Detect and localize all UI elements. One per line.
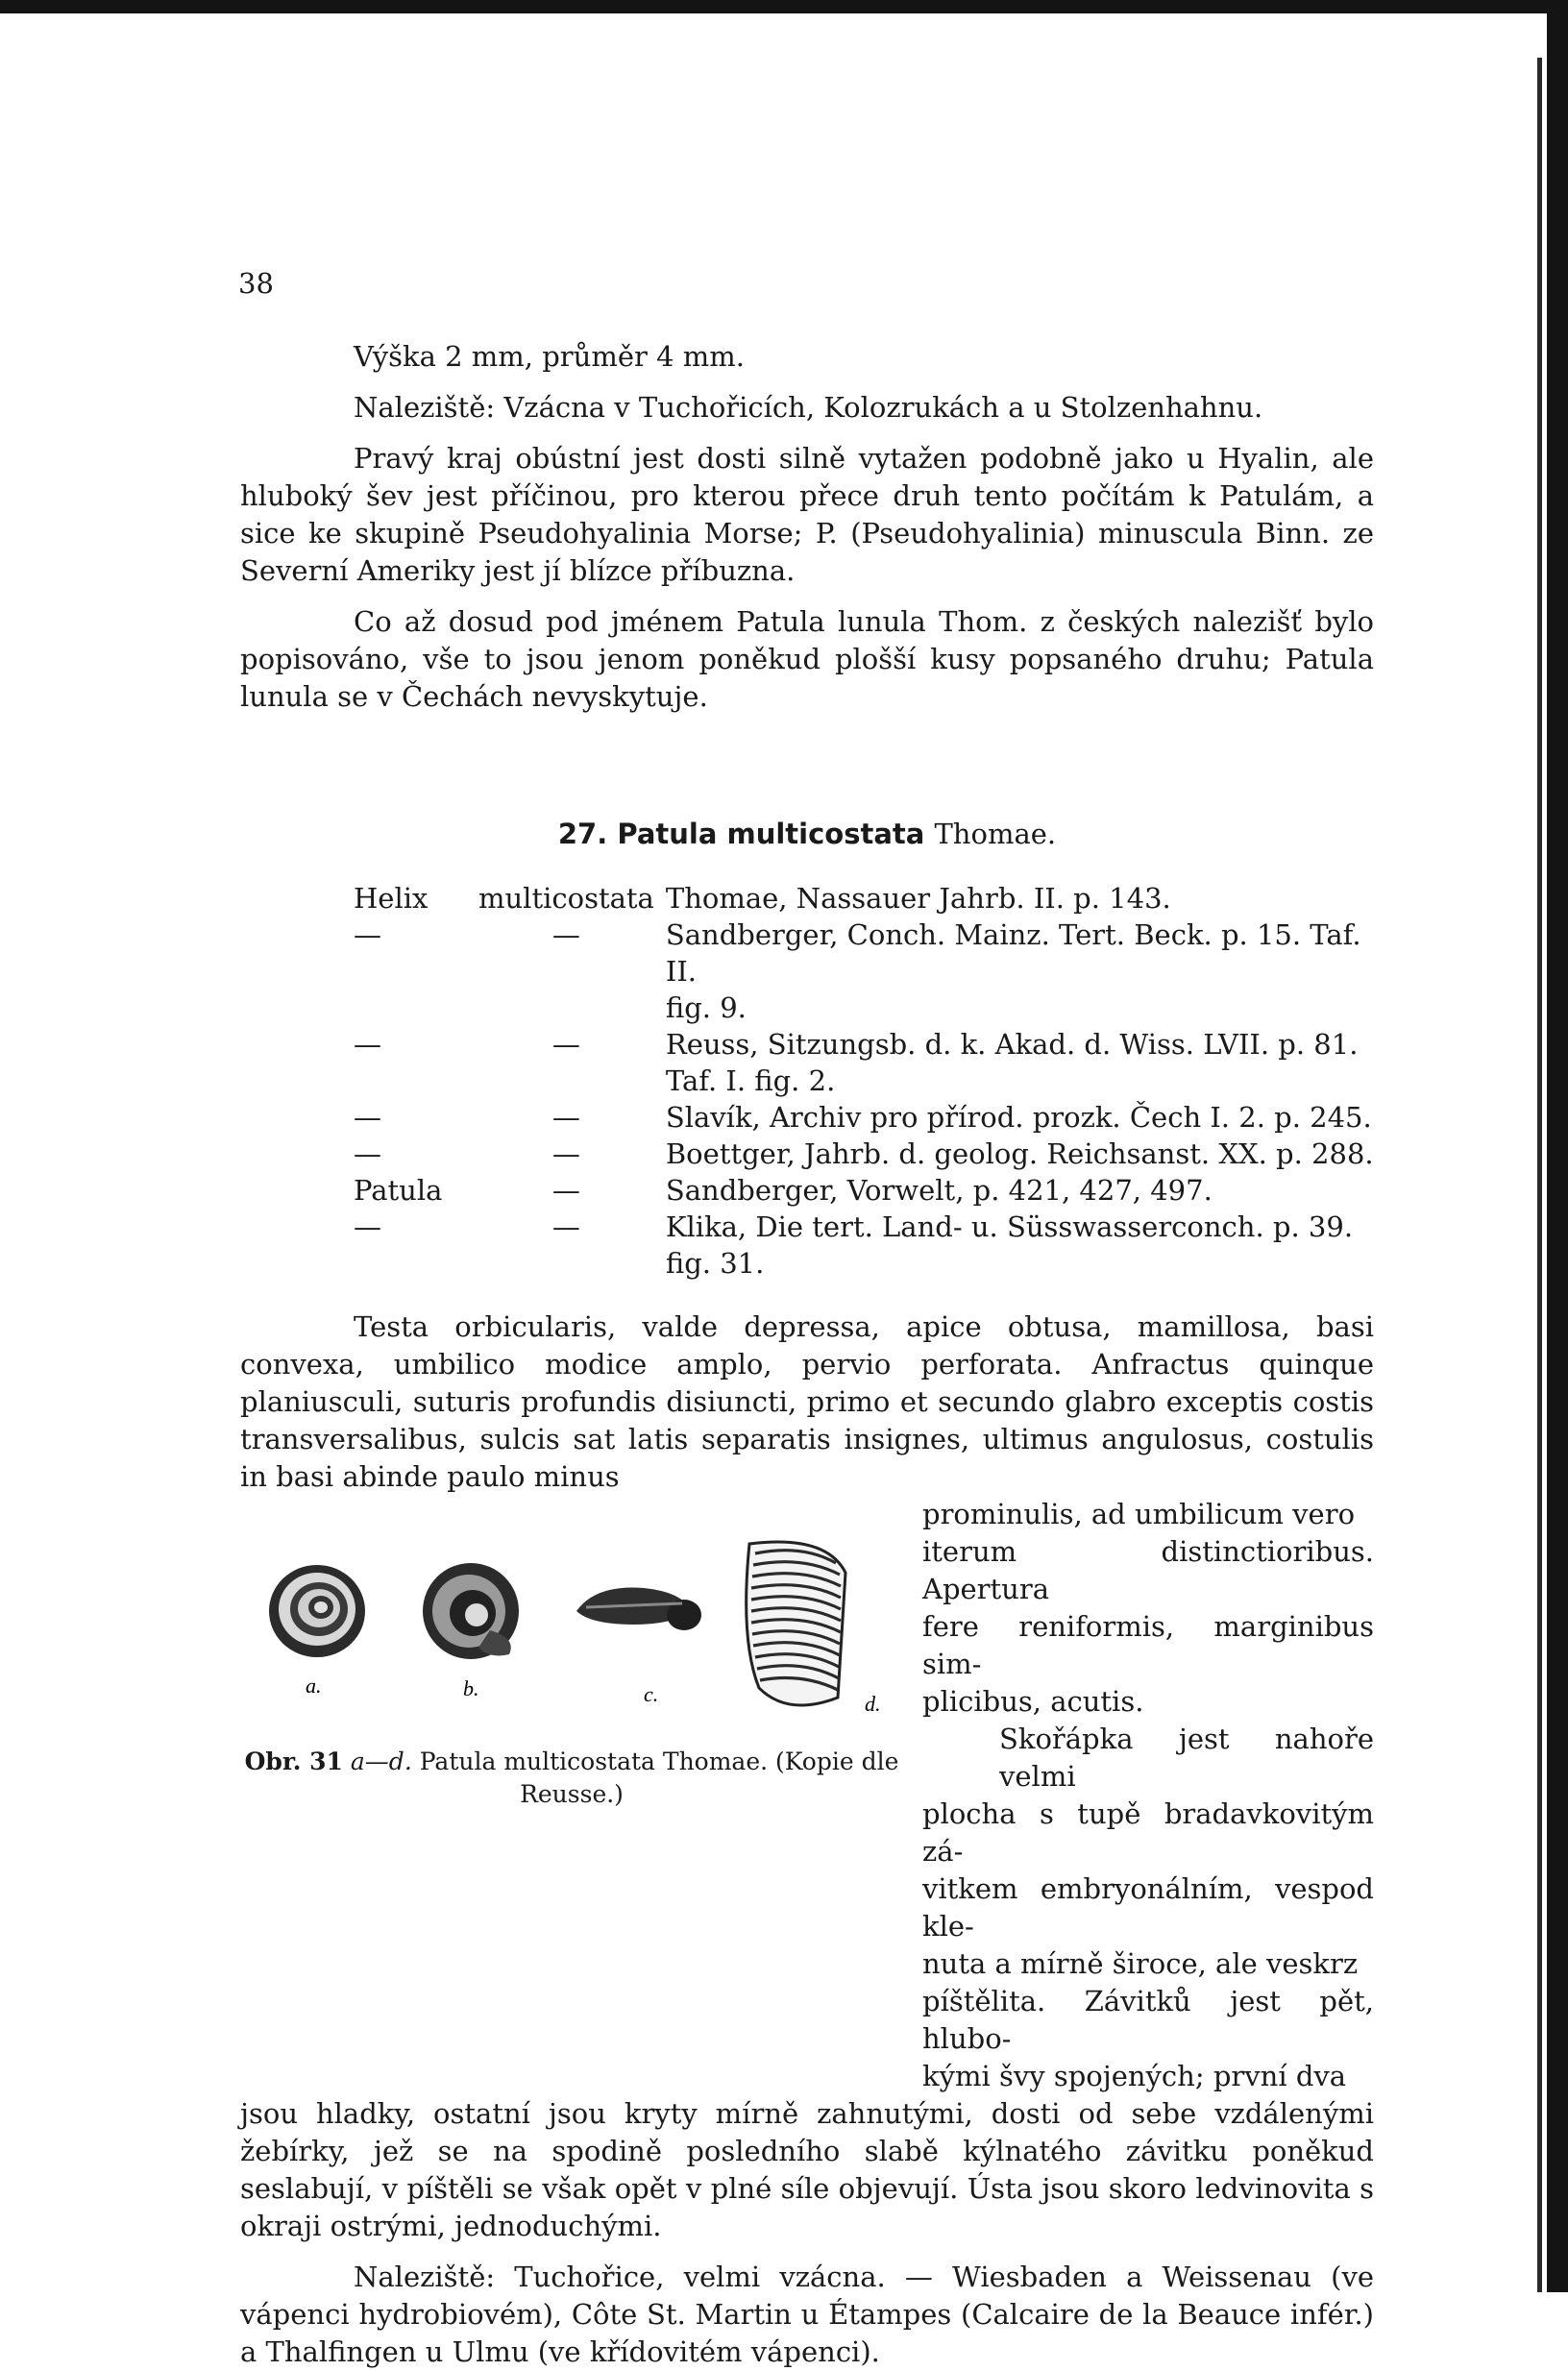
page-number: 38 [238, 267, 274, 300]
species-heading-author: Thomae. [934, 818, 1057, 850]
caption-text: Patula multicostata Thomae. (Kopie dle Reusse.) [419, 1748, 899, 1808]
synonymy-row [240, 880, 1374, 917]
synonymy-genus: — [354, 918, 381, 951]
shell-b-image [423, 1563, 519, 1659]
scan-edge-line [1537, 58, 1542, 2292]
shell-d-image [747, 1542, 845, 1705]
side-line: nuta a mírně široce, ale veskrz [922, 1947, 1359, 1980]
synonymy-row [240, 990, 1374, 1026]
synonymy-table [240, 880, 1374, 1282]
synonymy-species [478, 1063, 654, 1099]
synonymy-species [478, 990, 654, 1026]
side-line: Skořápka jest nahoře velmi [999, 1723, 1374, 1793]
synonymy-genus: Helix [354, 882, 429, 915]
fig-label-b: b. [463, 1676, 479, 1700]
synonymy-genus [240, 990, 478, 1026]
locality-line: Naleziště: Vzácna v Tuchořicích, Kolozrukách a u Stolzenhahnu. [354, 391, 1263, 424]
side-line: plicibus, acutis. [922, 1685, 1144, 1718]
synonymy-reference: Sandberger, Vorwelt, p. 421, 427, 497. [665, 1174, 1213, 1207]
latin-diagnosis: Testa orbicularis, valde depressa, apice obtusa, mamillosa, basi convexa, umbilico modice amplo, pervio perforata. Anfractus quinque planiusculi, suturis profundis disiuncti, primo et secundo glabro exceptis costis transversalibus, sulcis sat latis separatis insignes, ultimus angulosus, costulis in basi abinde paulo minus [240, 1310, 1374, 1493]
side-line: iterum distinctioribus. Apertura [922, 1535, 1374, 1605]
synonymy-reference: fig. 9. [665, 991, 747, 1024]
paragraph-locality-final: Naleziště: Tuchořice, velmi vzácna. — Wiesbaden a Weissenau (ve vápenci hydrobiovém), Côte St. Martin u Étampes (Calcaire de la Beauce infér.) a Thalfingen u Ulmu (ve křídovitém vápenci). [240, 2261, 1374, 2368]
synonymy-reference: Thomae, Nassauer Jahrb. II. p. 143. [665, 882, 1171, 915]
fig-label-d: d. [865, 1692, 881, 1716]
paragraph-lunula: Co až dosud pod jménem Patula lunula Thom. z českých nalezišť bylo popisováno, vše to jsou jenom poněkud plošší kusy popsaného druhu; Patula lunula se v Čechách nevyskytuje. [240, 605, 1374, 713]
synonymy-genus: — [354, 1210, 381, 1243]
synonymy-species: multicostata [478, 882, 654, 915]
species-heading [240, 816, 1374, 853]
synonymy-reference: Taf. I. fig. 2. [665, 1064, 836, 1097]
synonymy-row [240, 1099, 1374, 1136]
synonymy-reference: Sandberger, Conch. Mainz. Tert. Beck. p. 15. Taf. II. [665, 918, 1361, 988]
caption-prefix: Obr. 31 [244, 1748, 343, 1775]
side-line: kými švy spojených; první dva [922, 2060, 1347, 2092]
synonymy-row [240, 1063, 1374, 1099]
shell-illustrations [250, 1525, 913, 1736]
synonymy-reference: Boettger, Jahrb. d. geolog. Reichsanst. XX. p. 288. [665, 1137, 1374, 1170]
synonymy-row [240, 1172, 1374, 1209]
paragraph-continuation: jsou hladky, ostatní jsou kryty mírně zahnutými, dosti od sebe vzdálenými žebírky, jež se na spodině posledního slabě kýlnatého závitku poněkud seslabují, v píštěli se však opět v plné síle objevují. Ústa jsou skoro ledvinovita s okraji ostrými, jednoduchými. [240, 2097, 1374, 2242]
fig-label-a: a. [306, 1674, 322, 1698]
side-line: prominulis, ad umbilicum vero [922, 1498, 1356, 1530]
paragraph-pravy-kraj: Pravý kraj obústní jest dosti silně vytažen podobně jako u Hyalin, ale hluboký šev jest příčinou, pro kterou přece druh tento počítám k Patulám, a sice ke skupině Pseudohyalinia Morse; P. (Pseudohyalinia) minuscula Binn. ze Severní Ameriky jest jí blízce příbuzna. [240, 442, 1374, 587]
shell-c-image [576, 1588, 701, 1631]
synonymy-row [240, 1026, 1374, 1063]
synonymy-row [240, 917, 1374, 990]
page-body [240, 338, 1374, 2371]
side-line: vitkem embryonálním, vespod kle- [922, 1872, 1374, 1943]
synonymy-reference: Klika, Die tert. Land- u. Süsswasserconch. p. 39. fig. 31. [665, 1210, 1354, 1280]
synonymy-species: — [551, 1028, 580, 1061]
scan-edge-right [1547, 0, 1568, 2292]
synonymy-reference: Reuss, Sitzungsb. d. k. Akad. d. Wiss. LVII. p. 81. [665, 1028, 1359, 1061]
synonymy-species: — [551, 1210, 580, 1243]
species-heading-name: 27. Patula multicostata [557, 818, 925, 850]
synonymy-genus: — [354, 1101, 381, 1134]
caption-range: a—d. [350, 1748, 412, 1775]
synonymy-species: — [551, 1174, 580, 1207]
side-line: píštělita. Závitků jest pět, hlubo- [922, 1985, 1374, 2055]
synonymy-species: — [551, 1137, 580, 1170]
side-line: plocha s tupě bradavkovitým zá- [922, 1797, 1374, 1868]
synonymy-species: — [551, 918, 580, 951]
figure-wrap [240, 1496, 1374, 2095]
synonymy-row [240, 1136, 1374, 1172]
synonymy-row [240, 1209, 1374, 1282]
synonymy-genus: — [354, 1028, 381, 1061]
side-line: fere reniformis, marginibus sim- [922, 1610, 1374, 1680]
synonymy-reference: Slavík, Archiv pro přírod. prozk. Čech I. 2. p. 245. [665, 1101, 1372, 1134]
synonymy-genus: — [354, 1137, 381, 1170]
side-text [922, 1496, 1374, 2095]
fig-label-c: c. [644, 1682, 659, 1706]
synonymy-species: — [551, 1101, 580, 1134]
figure-31 [240, 1496, 913, 1890]
figure-caption [240, 1746, 903, 1811]
synonymy-genus: Patula [354, 1174, 443, 1207]
scan-edge-top [0, 0, 1568, 13]
synonymy-genus [240, 1063, 478, 1099]
measurement-line: Výška 2 mm, průměr 4 mm. [354, 340, 745, 373]
shell-a-image [269, 1565, 365, 1657]
